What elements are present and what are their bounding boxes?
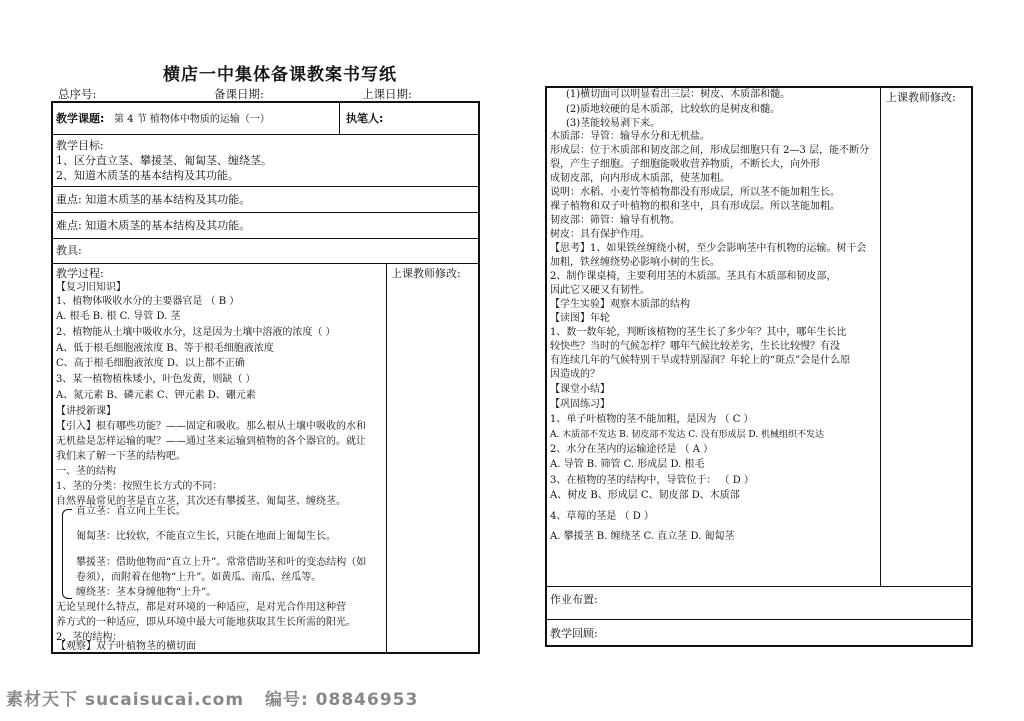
lesson-line: 我们来了解一下茎的结构吧。 xyxy=(56,451,186,462)
stem-type: 缠绕茎：茎本身缠他物“上升”。 xyxy=(76,587,217,598)
lesson-line: 【学生实验】观察木质部的结构 xyxy=(550,299,690,310)
lesson-line: 【读图】年轮 xyxy=(550,313,610,324)
writer-label: 执笔人: xyxy=(346,112,384,125)
stem-type: 攀援茎：借助他物而“直立上升”。常常借助茎和叶的变态结构（如 xyxy=(76,557,367,568)
lesson-line: 1、茎的分类：按照生长方式的不同： xyxy=(56,481,223,492)
lesson-line: 【讲授新课】 xyxy=(56,406,116,417)
lesson-line: 【引入】根有哪些功能？——固定和吸收。那么根从土壤中吸收的水和 xyxy=(56,421,366,432)
lesson-line: A. 攀援茎 B. 缠绕茎 C. 直立茎 D. 匍匐茎 xyxy=(550,531,735,542)
page-title: 横店一中集体备课教案书写纸 xyxy=(163,65,397,85)
lesson-line: A. 根毛 B. 根 C. 导管 D. 茎 xyxy=(56,311,181,322)
topic-value: 第 4 节 植物体中物质的运输（一） xyxy=(114,114,270,125)
lesson-line: 因此它又硬又有韧性。 xyxy=(550,285,650,296)
lesson-line: 成韧皮部，向内形成木质部，使茎加粗。 xyxy=(550,173,730,184)
homework-label: 作业布置: xyxy=(550,593,598,606)
watermark-id: 编号: 08846953 xyxy=(264,690,419,710)
process-label: 教学过程: xyxy=(56,267,104,280)
topic-label: 教学课题: xyxy=(56,112,105,125)
stem-type: 卷须），而附着在他物“上升”。如黄瓜、南瓜、丝瓜等。 xyxy=(76,572,322,583)
lesson-line: C、高于根毛细胞液浓度 D、以上都不正确 xyxy=(56,358,245,369)
lesson-line: 树皮：具有保护作用。 xyxy=(550,229,650,240)
lesson-line: 1、数一数年轮，判断该植物的茎生长了多少年？其中，哪年生长比 xyxy=(550,327,847,338)
lesson-line: 裸子植物和双子叶植物的根和茎中，具有形成层。所以茎能加粗。 xyxy=(550,201,840,212)
lesson-line: 说明：水稻、小麦竹等植物都没有形成层，所以茎不能加粗生长。 xyxy=(550,187,840,198)
watermark-footer xyxy=(6,685,418,710)
watermark-site: 素材天下 sucaisucai.com xyxy=(6,690,245,710)
revise-label-right: 上课教师修改: xyxy=(886,91,956,104)
revise-label-left: 上课教师修改: xyxy=(391,267,461,280)
lesson-line: 较快些？当时的气候怎样？哪年气候比较差劣，生长比较慢？有没 xyxy=(550,341,840,352)
lesson-line: 形成层：位于木质部和韧皮部之间，形成层细胞只有 2—3 层，能不断分 xyxy=(550,145,870,156)
lesson-line: 一、茎的结构 xyxy=(56,466,116,477)
lesson-line: 【复习旧知识】 xyxy=(56,282,126,293)
goal-item: 2、知道木质茎的基本结构及其功能。 xyxy=(56,169,239,182)
lesson-line: 养方式的一种适应，即从环境中最大可能地获取其生长所需的阳光。 xyxy=(56,617,356,628)
goal-item: 1、区分直立茎、攀援茎、匍匐茎、缠绕茎。 xyxy=(56,154,272,167)
lesson-line: 因造成的？ xyxy=(550,369,600,380)
lesson-line: 【观察】双子叶植物茎的横切面 xyxy=(56,641,196,652)
lesson-line: 加粗，铁丝缠绕势必影响小树的生长。 xyxy=(550,257,720,268)
lesson-line: 无机盐是怎样运输的呢？——通过茎来运输到植物的各个器官的。就让 xyxy=(56,436,366,447)
lesson-line: 1、单子叶植物的茎不能加粗，是因为 （ C ） xyxy=(550,414,754,425)
lesson-line: (1)横切面可以明显看出三层：树皮、木质部和髓。 xyxy=(566,89,791,100)
lesson-line: 无论呈现什么特点，都是对环境的一种适应，是对光合作用这种营 xyxy=(56,602,346,613)
prep-date-label: 备课日期: xyxy=(214,87,264,101)
difficulty: 难点: 知道木质茎的基本结构及其功能。 xyxy=(56,219,251,232)
stem-type: 直立茎：直立向上生长。 xyxy=(76,506,186,517)
lesson-line: (2)质地较硬的是木质部，比较软的是树皮和髓。 xyxy=(566,104,781,115)
lesson-line: A、低于根毛细胞液浓度 B、等于根毛细胞液浓度 xyxy=(56,343,274,354)
lesson-line: 3、某一植物植株矮小，叶色发黄，则缺（ ） xyxy=(56,374,256,385)
lesson-line: 【巩固练习】 xyxy=(550,399,610,410)
lesson-line: 4、草莓的茎是 （ D ） xyxy=(550,511,654,522)
stem-types-brace xyxy=(62,509,72,599)
lesson-line: (3)茎能较易剥下来。 xyxy=(566,118,661,129)
stem-type: 匍匐茎：比较软，不能直立生长，只能在地面上匍匐生长。 xyxy=(76,531,336,542)
lesson-line: 韧皮部：筛管：输导有机物。 xyxy=(550,215,680,226)
lesson-line: A. 木质部不发达 B. 韧皮部不发达 C. 没有形成层 D. 机械组织不发达 xyxy=(550,430,825,440)
lesson-line: 2、制作课桌椅，主要利用茎的木质部。茎具有木质部和韧皮部， xyxy=(550,271,837,282)
key-point: 重点: 知道木质茎的基本结构及其功能。 xyxy=(56,193,251,206)
lesson-line: A、树皮 B、形成层 C、韧皮部 D、木质部 xyxy=(550,490,740,501)
lesson-line: 2、茎的结构： xyxy=(56,632,123,643)
tools-label: 教具: xyxy=(56,244,82,257)
lesson-line: 3、在植物的茎的结构中，导管位于： （ D ） xyxy=(550,475,754,486)
lesson-line: 自然界最常见的茎是直立茎，其次还有攀援茎、匍匐茎、缠绕茎。 xyxy=(56,496,346,507)
lesson-line: 1、植物体吸收水分的主要器官是 （ B ） xyxy=(56,296,240,307)
review-label: 教学回顾: xyxy=(550,627,598,640)
lesson-line: 裂，产生子细胞。子细胞能吸收营养物质，不断长大，向外形 xyxy=(550,159,820,170)
lesson-line: 【思考】1、如果铁丝缠绕小树，至少会影响茎中有机物的运输。树干会 xyxy=(550,243,867,254)
lesson-line: 有连续几年的气候特别干旱或特别湿润？年轮上的“斑点”会是什么原 xyxy=(550,355,851,366)
goals-label: 教学目标: xyxy=(56,139,104,152)
lesson-line: 木质部：导管：输导水分和无机盐。 xyxy=(550,131,710,142)
lesson-line: A. 导管 B. 筛管 C. 形成层 D. 根毛 xyxy=(550,459,705,470)
lesson-line: 【课堂小结】 xyxy=(550,384,610,395)
lesson-line: 2、水分在茎内的运输途径是 （ A ） xyxy=(550,444,714,455)
class-date-label: 上课日期: xyxy=(362,87,412,101)
lesson-line: A、氮元素 B、磷元素 C、钾元素 D、硼元素 xyxy=(56,390,256,401)
serial-label: 总序号: xyxy=(58,87,97,101)
lesson-line: 2、植物能从土壤中吸收水分，这是因为土壤中溶液的浓度（ ） xyxy=(56,327,336,338)
